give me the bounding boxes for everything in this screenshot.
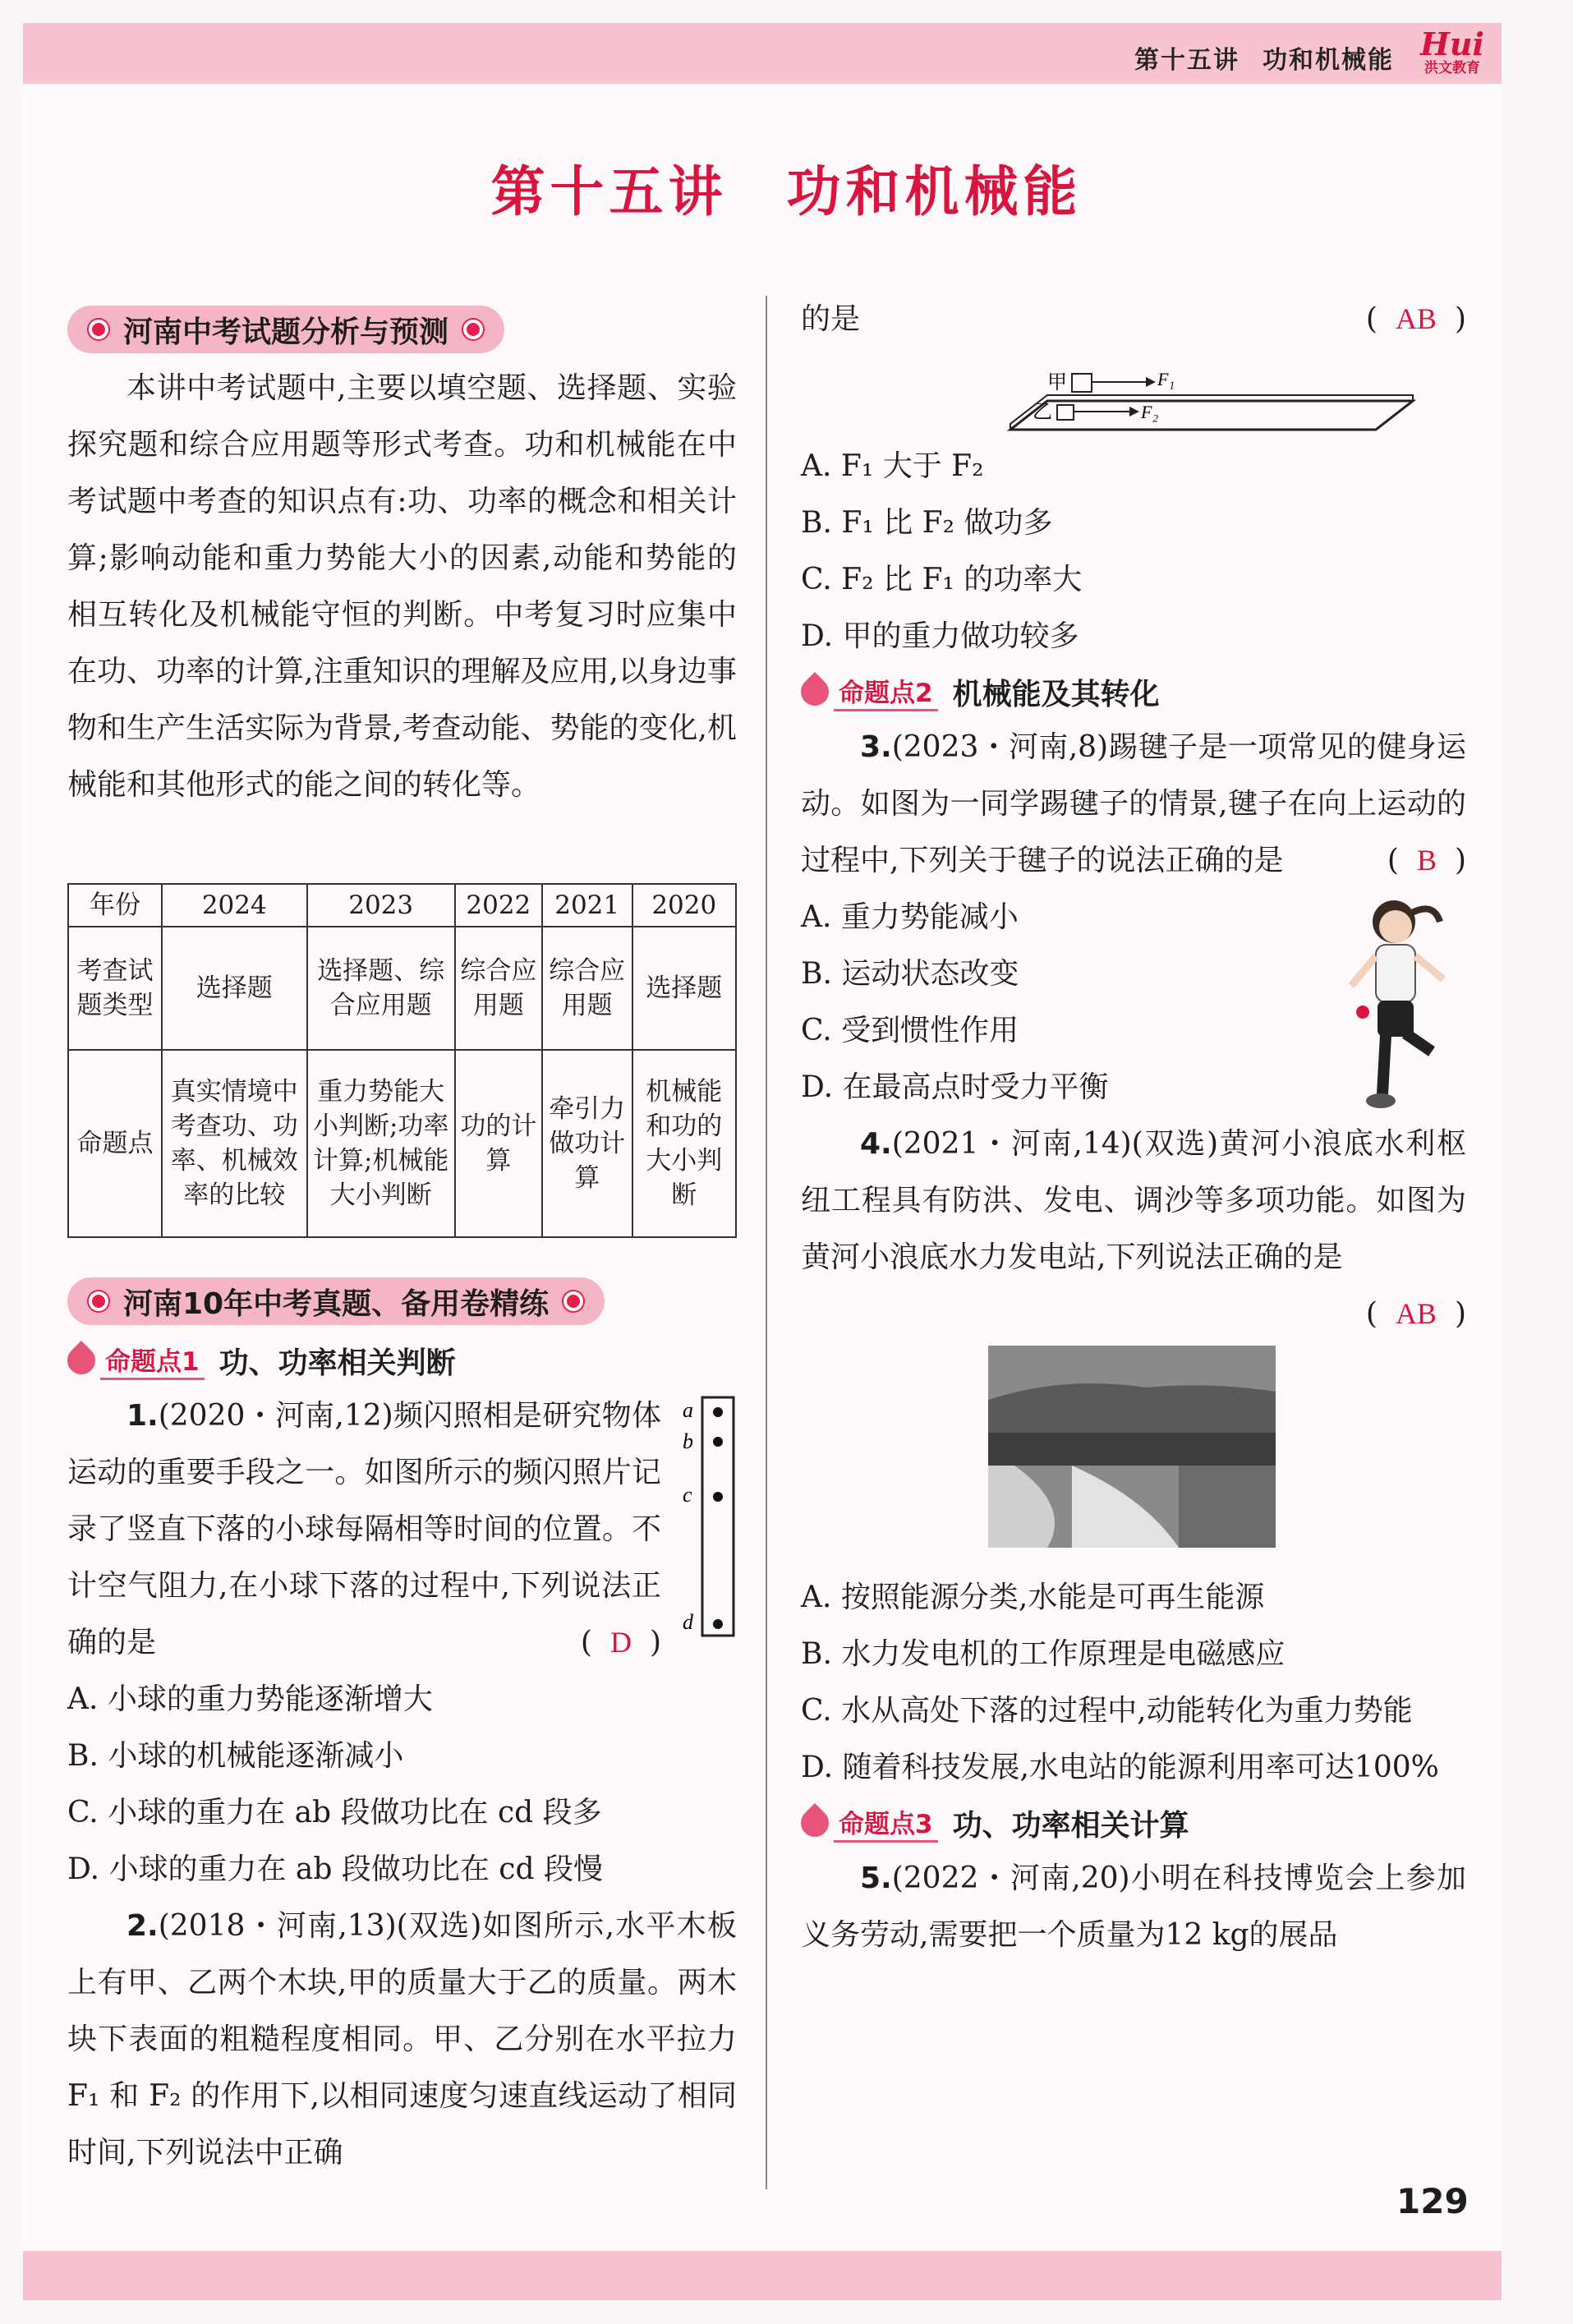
- question-2-stem: [67, 1898, 737, 2181]
- section-heading-analysis: [67, 306, 504, 353]
- bullet-icon: [563, 1291, 583, 1311]
- question-number: 1.: [126, 1399, 159, 1433]
- label-yi: 乙: [1033, 400, 1052, 423]
- table-row: [68, 927, 736, 1050]
- bullet-icon: [89, 1291, 108, 1311]
- girl-leg-right: [1405, 1033, 1432, 1052]
- figure-frame: [702, 1397, 734, 1636]
- photo-riverbank: [1179, 1466, 1276, 1548]
- drop-icon: [795, 672, 835, 711]
- ball-a: [713, 1407, 723, 1417]
- girl-shirt: [1376, 945, 1415, 1002]
- question-text: (2022・河南,20)小明在科技博览会上参加义务劳动,需要把一个质量为12 kg的展品: [801, 1862, 1466, 1952]
- girl-arm-left: [1351, 956, 1376, 986]
- point-heading-1: [67, 1333, 737, 1387]
- question-number: 2.: [126, 1909, 159, 1943]
- table-cell: 2022: [455, 884, 542, 927]
- option: C. 小球的重力在 ab 段做功比在 cd 段多: [67, 1796, 602, 1829]
- option: D. 小球的重力在 ab 段做功比在 cd 段慢: [67, 1852, 603, 1886]
- question-number: 3.: [860, 730, 892, 764]
- table-row: [68, 1050, 736, 1237]
- question-4-stem: [801, 1116, 1466, 1331]
- table-cell: 综合应用题: [455, 927, 542, 1050]
- block-yi: [1057, 405, 1074, 420]
- point-title: 功、功率相关判断: [218, 1346, 456, 1380]
- answer: AB: [1395, 1297, 1437, 1330]
- option: A. 重力势能减小: [801, 900, 1019, 934]
- question-5-stem: [801, 1850, 1466, 1963]
- header-lecture: 第十五讲: [1134, 46, 1240, 75]
- question-3-options: [801, 889, 1466, 1116]
- answer: D: [609, 1626, 632, 1659]
- answer-bracket: ( AB ): [1365, 302, 1466, 336]
- question-1: [67, 1387, 737, 1898]
- question-text: (2018・河南,13)(双选)如图所示,水平木板上有甲、乙两个木块,甲的质量大于乙的质量。两木块下表面的粗糙程度相同。甲、乙分别在水平拉力 F₁ 和 F₂ 的作用下,以相同速度匀速直线运动了相同时间,下列说法中正确: [67, 1909, 737, 2170]
- left-column-questions: [67, 1277, 737, 2181]
- arrow-head: [1146, 377, 1156, 387]
- ball-b: [713, 1437, 723, 1447]
- exam-analysis-table: [67, 883, 737, 1238]
- option: C. F₂ 比 F₁ 的功率大: [801, 563, 1083, 596]
- option: D. 在最高点时受力平衡: [801, 1070, 1109, 1104]
- point-heading-2: [801, 665, 1466, 719]
- table-cell: 命题点: [68, 1050, 162, 1237]
- question-text: 的是: [801, 302, 861, 336]
- drop-icon: [795, 1803, 835, 1843]
- label-jia: 甲: [1047, 370, 1067, 393]
- publisher-logo: [1407, 25, 1497, 82]
- table-cell: 2023: [307, 884, 455, 927]
- question-stem: [67, 1387, 661, 1671]
- ball-c: [713, 1492, 723, 1502]
- table-header-row: [68, 884, 736, 927]
- ball-d: [713, 1619, 723, 1629]
- option: B. 运动状态改变: [801, 957, 1019, 991]
- question-text: (2021・河南,14)(双选)黄河小浪底水利枢纽工程具有防洪、发电、调沙等多项功能。如图为黄河小浪底水力发电站,下列说法正确的是: [801, 1127, 1466, 1274]
- girl-leg-left: [1382, 1035, 1386, 1094]
- option: C. 受到惯性作用: [801, 1014, 1019, 1047]
- answer-bracket: ( D ): [580, 1626, 661, 1659]
- question-number: 5.: [860, 1862, 892, 1895]
- arrow-head: [1129, 407, 1139, 416]
- page-title: 第十五讲 功和机械能: [490, 160, 1083, 223]
- intro-paragraph: 本讲中考试题中,主要以填空题、选择题、实验探究题和综合应用题等形式考查。功和机械能在中考试题中考查的知识点有:功、功率的概念和相关计算;影响动能和重力势能大小的因素,动能和势能的相互转化及机械能守恒的判断。中考复习时应集中在功、功率的计算,注重知识的理解及应用,以身边事物和生产生活实际为背景,考查动能、势能的变化,机械能和其他形式的能之间的转化等。: [67, 371, 737, 802]
- option: D. 随着科技发展,水电站的能源利用率可达100%: [801, 1751, 1439, 1784]
- option: B. 水力发电机的工作原理是电磁感应: [801, 1637, 1286, 1671]
- point-heading-3: [801, 1796, 1466, 1850]
- girl-face: [1379, 910, 1412, 943]
- table-cell: 考查试题类型: [68, 927, 162, 1050]
- table-cell: 2020: [632, 884, 736, 927]
- question-2-stem-end: [801, 291, 1466, 347]
- shuttlecock: [1356, 1006, 1369, 1019]
- answer-bracket: ( AB ): [1365, 1297, 1466, 1331]
- section-heading-practice: [67, 1277, 605, 1325]
- option: A. 小球的重力势能逐渐增大: [67, 1682, 433, 1716]
- label-f2: F₂: [1141, 402, 1159, 422]
- option: A. 按照能源分类,水能是可再生能源: [801, 1581, 1265, 1614]
- table-cell: 选择题: [632, 927, 736, 1050]
- table-cell: 功的计算: [455, 1050, 542, 1237]
- label-d: d: [683, 1610, 693, 1634]
- logo-brand: 洪文教育: [1424, 60, 1480, 76]
- footer-band: [23, 2251, 1502, 2300]
- option: A. F₁ 大于 F₂: [801, 449, 984, 483]
- table-cell: 机械能和功的大小判断: [632, 1050, 736, 1237]
- label-c: c: [683, 1483, 692, 1507]
- girl-arm-right: [1415, 956, 1443, 979]
- bullet-icon: [463, 320, 483, 339]
- left-column: [67, 306, 737, 813]
- label-f1: F₁: [1157, 369, 1175, 389]
- section-heading-text: 河南10年中考真题、备用卷精练: [123, 1286, 550, 1321]
- blocks-figure: [801, 347, 1466, 438]
- shuttlecock-girl-figure: [1335, 889, 1458, 1119]
- running-header: [1111, 39, 1394, 76]
- question-text: (2023・河南,8)踢毽子是一项常见的健身运动。如图为一同学踢毽子的情景,毽子在向上运动的过程中,下列关于毽子的说法正确的是: [801, 730, 1466, 877]
- header-topic: 功和机械能: [1263, 46, 1394, 75]
- bullet-icon: [89, 320, 108, 339]
- table-cell: 选择题: [162, 927, 307, 1050]
- table-cell: 年份: [68, 884, 162, 927]
- photo-dam: [988, 1433, 1276, 1466]
- answer: AB: [1395, 302, 1437, 335]
- page-number: 129: [1396, 2181, 1469, 2221]
- flash-photo-figure: [679, 1394, 737, 1641]
- question-text: (2020・河南,12)频闪照相是研究物体运动的重要手段之一。如图所示的频闪照片记录了竖直下落的小球每隔相等时间的位置。不计空气阻力,在小球下落的过程中,下列说法正确的是: [67, 1399, 661, 1659]
- table-cell: 选择题、综合应用题: [307, 927, 455, 1050]
- photo-mountains: [988, 1383, 1276, 1441]
- option: D. 甲的重力做功较多: [801, 619, 1079, 653]
- table-cell: 重力势能大小判断;功率计算;机械能大小判断: [307, 1050, 455, 1237]
- right-column: [801, 291, 1466, 1963]
- column-divider: [766, 296, 767, 2189]
- girl-shoe: [1366, 1093, 1396, 1108]
- drop-icon: [62, 1341, 101, 1380]
- table-cell: 2024: [162, 884, 307, 927]
- point-title: 机械能及其转化: [952, 677, 1160, 711]
- table-cell: 2021: [542, 884, 632, 927]
- option: C. 水从高处下落的过程中,动能转化为重力势能: [801, 1694, 1413, 1728]
- point-title: 功、功率相关计算: [952, 1808, 1189, 1843]
- option: B. F₁ 比 F₂ 做功多: [801, 506, 1053, 540]
- table-cell: 牵引力做功计算: [542, 1050, 632, 1237]
- question-3-stem: [801, 719, 1466, 889]
- table-cell: 真实情境中考查功、功率、机械效率的比较: [162, 1050, 307, 1237]
- logo-mark: Hui: [1420, 25, 1484, 62]
- question-number: 4.: [860, 1127, 892, 1161]
- option: B. 小球的机械能逐渐减小: [67, 1739, 404, 1773]
- block-jia: [1072, 374, 1092, 392]
- answer: B: [1416, 844, 1437, 877]
- point-badge: 命题点2: [834, 672, 938, 711]
- hydropower-photo: [801, 1342, 1466, 1564]
- point-badge: 命题点3: [834, 1803, 938, 1843]
- section-heading-text: 河南中考试题分析与预测: [123, 315, 449, 349]
- point-badge: 命题点1: [100, 1341, 205, 1380]
- table-cell: 综合应用题: [542, 927, 632, 1050]
- label-a: a: [683, 1398, 693, 1422]
- label-b: b: [683, 1429, 693, 1453]
- answer-bracket: ( B ): [1387, 844, 1466, 877]
